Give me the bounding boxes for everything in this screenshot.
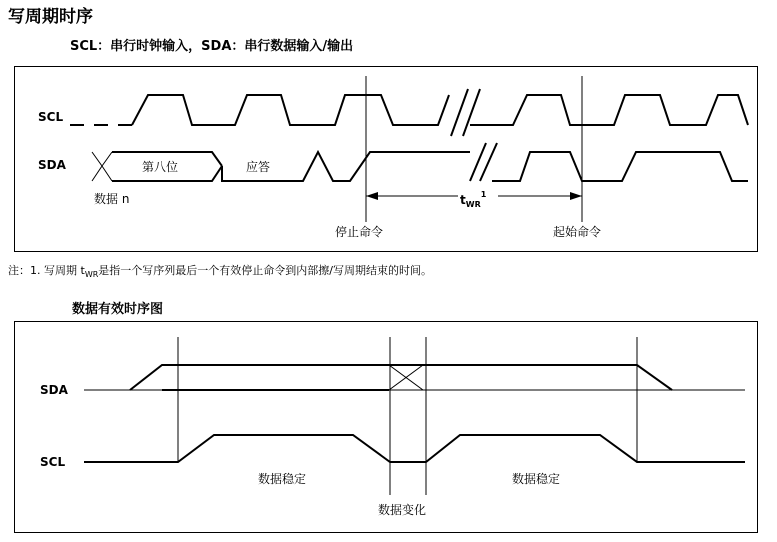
sda-break-marks [470,143,497,181]
data-stable-label-1: 数据稳定 [258,472,307,486]
signal-description: SCL：串行时钟输入，SDA：串行数据输入/输出 [70,39,354,54]
data-valid-title: 数据有效时序图 [72,302,164,317]
scl-waveform-left [132,95,449,125]
data-n-label: 数据 n [94,192,130,206]
data-stable-label-2: 数据稳定 [512,472,561,486]
sda-lead-x [92,152,112,181]
bit8-label: 第八位 [142,160,179,174]
sda-data-top [130,365,672,390]
twr-label: $t_{WR}^1$ [460,190,487,209]
scl-label: SCL [38,110,64,124]
data-change-label: 数据变化 [378,503,427,517]
sda-waveform-right [492,152,748,181]
data-valid-diagram [40,337,745,517]
sda-label-2: SDA [40,383,68,397]
scl-waveform-2 [84,435,745,462]
start-command-label: 起始命令 [553,225,602,239]
scl-label-2: SCL [40,455,66,469]
ack-label: 应答 [246,160,271,174]
twr-arrow-right-head [570,192,582,200]
sda-transition-cross [389,365,423,390]
write-cycle-title: 写周期时序 [8,7,93,27]
stop-command-label: 停止命令 [335,225,384,239]
scl-break-marks [451,89,480,136]
footnote: 注：1. 写周期 $t_{WR}$是指一个写序列最后一个有效停止命令到内部擦/写周期结束的时间。 [8,264,432,280]
write-cycle-diagram [38,76,748,239]
sda-label: SDA [38,158,66,172]
twr-arrow-left-head [366,192,378,200]
scl-waveform-right [470,95,748,125]
